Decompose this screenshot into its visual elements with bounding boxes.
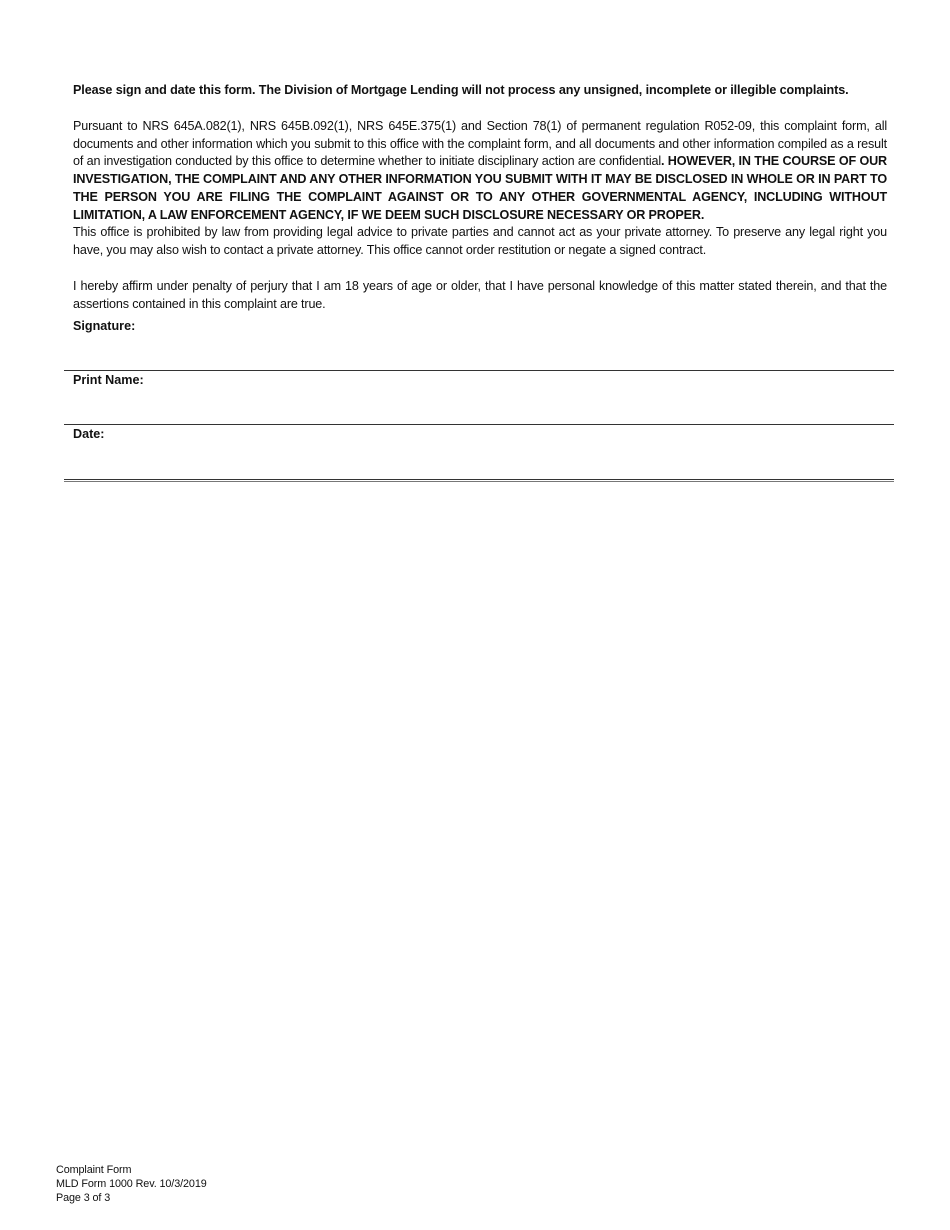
signature-label: Signature: [73, 319, 136, 333]
footer-form-number: MLD Form 1000 Rev. 10/3/2019 [56, 1178, 207, 1191]
confidentiality-paragraph [73, 118, 887, 260]
sign-notice: Please sign and date this form. The Division of Mortgage Lending will not process any unsigned, incomplete or illegible complaints. [73, 83, 849, 97]
print-name-label: Print Name: [73, 373, 144, 387]
footer-page-number: Page 3 of 3 [56, 1192, 111, 1205]
date-line[interactable] [64, 479, 894, 480]
signature-line[interactable] [64, 370, 894, 371]
confidentiality-intro: Pursuant to NRS 645A.082(1), NRS 645B.092(1), NRS 645E.375(1) and Section 78(1) of permanent regulation R052-09, this complaint form, all documents and other information which you submit to this office with the complaint form, and all documents and other information compiled as a result of an investigation conducted by this office to determine whether to initiate disciplinary action are confidential [73, 119, 887, 169]
footer-form-name: Complaint Form [56, 1164, 132, 1176]
print-name-line[interactable] [64, 424, 894, 425]
affirmation-paragraph: I hereby affirm under penalty of perjury that I am 18 years of age or older, that I have personal knowledge of this matter stated therein, and that the assertions contained in this complaint are true. [73, 279, 887, 311]
legal-advice-text: This office is prohibited by law from providing legal advice to private parties and cannot act as your private attorney. To preserve any legal right you have, you may also wish to contact a private attorney. This office cannot order restitution or negate a signed contract. [73, 225, 887, 257]
disclosure-warning: . HOWEVER, IN THE COURSE OF OUR INVESTIGATION, THE COMPLAINT AND ANY OTHER INFORMATION YOU SUBMIT WITH IT MAY BE DISCLOSED IN WHOLE OR IN PART TO THE PERSON YOU ARE FILING THE COMPLAINT AGAINST OR TO ANY OTHER GOVERNMENTAL AGENCY, INCLUDING WITHOUT LIMITATION, A LAW ENFORCEMENT AGENCY, IF WE DEEM SUCH DISCLOSURE NECESSARY OR PROPER. [73, 154, 887, 222]
form-bottom-divider [64, 481, 894, 482]
page-footer [56, 1163, 207, 1206]
date-label: Date: [73, 427, 105, 441]
